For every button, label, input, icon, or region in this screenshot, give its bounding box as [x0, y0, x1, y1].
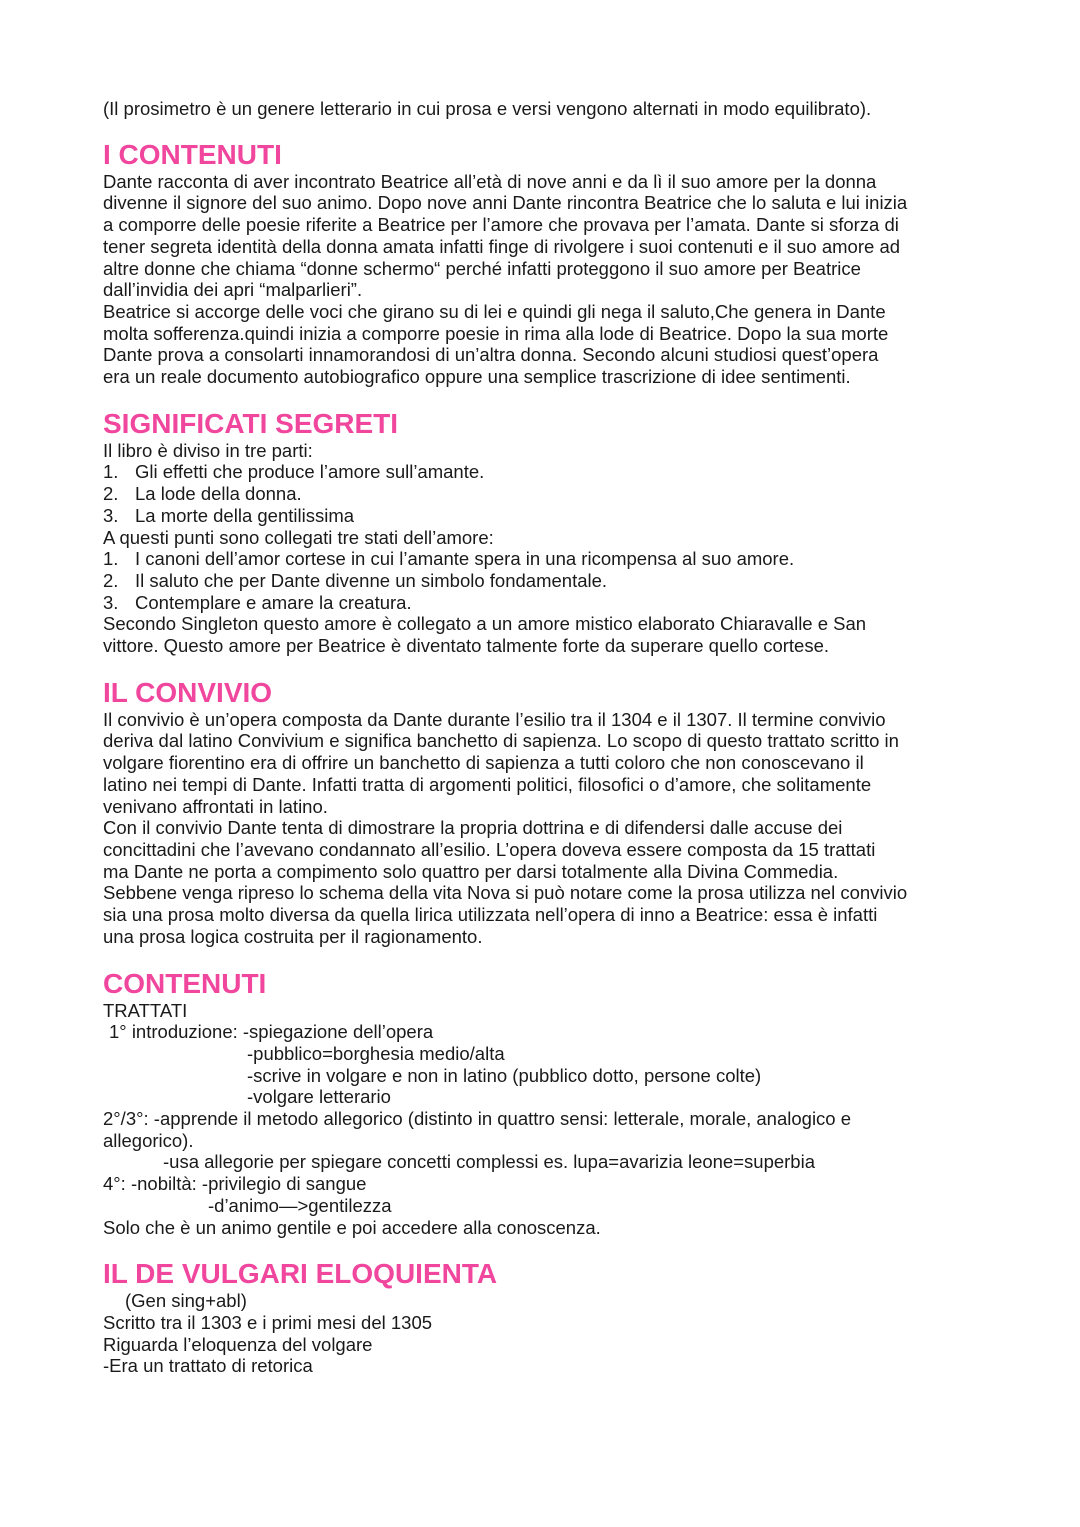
heading-significati-segreti: SIGNIFICATI SEGRETI [103, 407, 399, 439]
treatise-1: 1° introduzione: -spiegazione dell’opera [109, 1021, 434, 1043]
paragraph-line: una prosa logica costruita per il ragionamento. [103, 925, 483, 947]
treatise-1-sub: -volgare letterario [247, 1086, 391, 1108]
paragraph-line: divenne il signore del suo animo. Dopo nove anni Dante rincontra Beatrice che lo saluta e lui inizia [103, 192, 908, 214]
paragraph-line: Secondo Singleton questo amore è collegato a un amore mistico elaborato Chiaravalle e San [103, 613, 867, 635]
paragraph-line: vittore. Questo amore per Beatrice è diventato talmente forte da superare quello cortese. [103, 635, 830, 657]
paragraph-line: Il libro è diviso in tre parti: [103, 439, 313, 461]
paragraph-line: Dante prova a consolarti innamorandosi di un’altra donna. Secondo alcuni studiosi quest’opera [103, 344, 879, 366]
grammar-note: (Gen sing+abl) [125, 1290, 247, 1312]
list-text: Contemplare e amare la creatura. [135, 591, 412, 613]
heading-il-convivio: IL CONVIVIO [103, 676, 273, 708]
paragraph-line: -Era un trattato di retorica [103, 1355, 313, 1377]
paragraph-line: deriva dal latino Convivium e significa banchetto di sapienza. Lo scopo di questo trattato scritto in [103, 730, 899, 752]
list-item [103, 461, 1003, 483]
treatise-4: 4°: -nobiltà: -privilegio di sangue [103, 1173, 367, 1195]
paragraph-line: Scritto tra il 1303 e i primi mesi del 1305 [103, 1311, 433, 1333]
list-number: 1. [103, 548, 119, 570]
section-il-convivio [103, 709, 1003, 948]
list-text: La lode della donna. [135, 483, 302, 505]
paragraph-line: a comporre delle poesie riferite a Beatrice per l’amore che provava per l’amata. Dante si sforza di [103, 214, 899, 236]
section-de-vulgari-eloquienta [103, 1290, 1003, 1377]
heading-de-vulgari-eloquienta: IL DE VULGARI ELOQUIENTA [103, 1258, 498, 1290]
paragraph-line: Sebbene venga ripreso lo schema della vita Nova si può notare come la prosa utilizza nel convivio [103, 882, 908, 904]
paragraph-line: venivano affrontati in latino. [103, 795, 328, 817]
list-item [103, 592, 1003, 614]
list-number: 2. [103, 483, 119, 505]
paragraph-line: A questi punti sono collegati tre stati dell’amore: [103, 526, 494, 548]
paragraph-line: Riguarda l’eloquenza del volgare [103, 1333, 373, 1355]
paragraph-line: molta sofferenza.quindi inizia a comporre poesie in rima alla lode di Beatrice. Dopo la sua morte [103, 322, 889, 344]
paragraph-line: era un reale documento autobiografico oppure una semplice trascrizione di idee sentimenti. [103, 366, 851, 388]
list-number: 1. [103, 461, 119, 483]
list-text: Gli effetti che produce l’amore sull’amante. [135, 461, 485, 483]
trattati-label: TRATTATI [103, 999, 188, 1021]
paragraph-line: tener segreta identità della donna amata infatti finge di rivolgere i suoi contenuti e il suo amore ad [103, 235, 901, 257]
list-item [103, 570, 1003, 592]
love-states-list [103, 548, 1003, 613]
list-item [103, 483, 1003, 505]
paragraph-line: ma Dante ne porta a compimento solo quattro per darsi totalmente alla Divina Commedia. [103, 860, 839, 882]
paragraph-line: Il convivio è un’opera composta da Dante durante l’esilio tra il 1304 e il 1307. Il termine convivio [103, 708, 886, 730]
paragraph-line: volgare fiorentino era di offrire un banchetto di sapienza a tutti coloro che non conoscevano il [103, 752, 864, 774]
section-contenuti [103, 1000, 1003, 1239]
paragraph-line: sia una prosa molto diversa da quella lirica utilizzata nell’opera di inno a Beatrice: essa è infatti [103, 904, 878, 926]
treatise-2-3-sub: -usa allegorie per spiegare concetti complessi es. lupa=avarizia leone=superbia [163, 1151, 815, 1173]
document-page [103, 98, 1003, 1377]
section-significati-segreti [103, 440, 1003, 657]
paragraph-line: Con il convivio Dante tenta di dimostrare la propria dottrina e di difendersi dalle accuse dei [103, 817, 843, 839]
treatise-1-sub: -scrive in volgare e non in latino (pubblico dotto, persone colte) [247, 1064, 762, 1086]
intro-text: (Il prosimetro è un genere letterario in cui prosa e versi vengono alternati in modo equilibrato). [103, 98, 872, 119]
paragraph-line: Dante racconta di aver incontrato Beatrice all’età di nove anni e da lì il suo amore per la donna [103, 170, 877, 192]
treatise-1-sub: -pubblico=borghesia medio/alta [247, 1042, 505, 1064]
list-number: 3. [103, 591, 119, 613]
heading-contenuti: CONTENUTI [103, 967, 267, 999]
paragraph-line: dall’invidia dei apri “malparlieri”. [103, 279, 363, 301]
list-text: I canoni dell’amor cortese in cui l’amante spera in una ricompensa al suo amore. [135, 548, 795, 570]
list-text: La morte della gentilissima [135, 504, 355, 526]
section-i-contenuti [103, 171, 1003, 388]
list-text: Il saluto che per Dante divenne un simbolo fondamentale. [135, 569, 608, 591]
treatise-2-3: 2°/3°: -apprende il metodo allegorico (distinto in quattro sensi: letterale, morale, analogico e [103, 1108, 852, 1130]
treatise-4-sub: -d’animo—>gentilezza [208, 1194, 392, 1216]
list-number: 3. [103, 504, 119, 526]
list-number: 2. [103, 569, 119, 591]
list-item [103, 505, 1003, 527]
paragraph-line: latino nei tempi di Dante. Infatti tratta di argomenti politici, filosofici o d’amore, che solitamente [103, 773, 872, 795]
paragraph-line: Beatrice si accorge delle voci che girano su di lei e quindi gli nega il saluto,Che genera in Dante [103, 300, 886, 322]
paragraph-line: altre donne che chiama “donne schermo“ perché infatti proteggono il suo amore per Beatrice [103, 257, 861, 279]
treatise-2-3-cont: allegorico). [103, 1129, 194, 1151]
paragraph-line: concittadini che l’avevano condannato all’esilio. L’opera doveva essere composta da 15 trattati [103, 838, 876, 860]
parts-list [103, 461, 1003, 526]
paragraph-line: Solo che è un animo gentile e poi accedere alla conoscenza. [103, 1216, 601, 1238]
heading-i-contenuti: I CONTENUTI [103, 138, 282, 170]
list-item [103, 548, 1003, 570]
